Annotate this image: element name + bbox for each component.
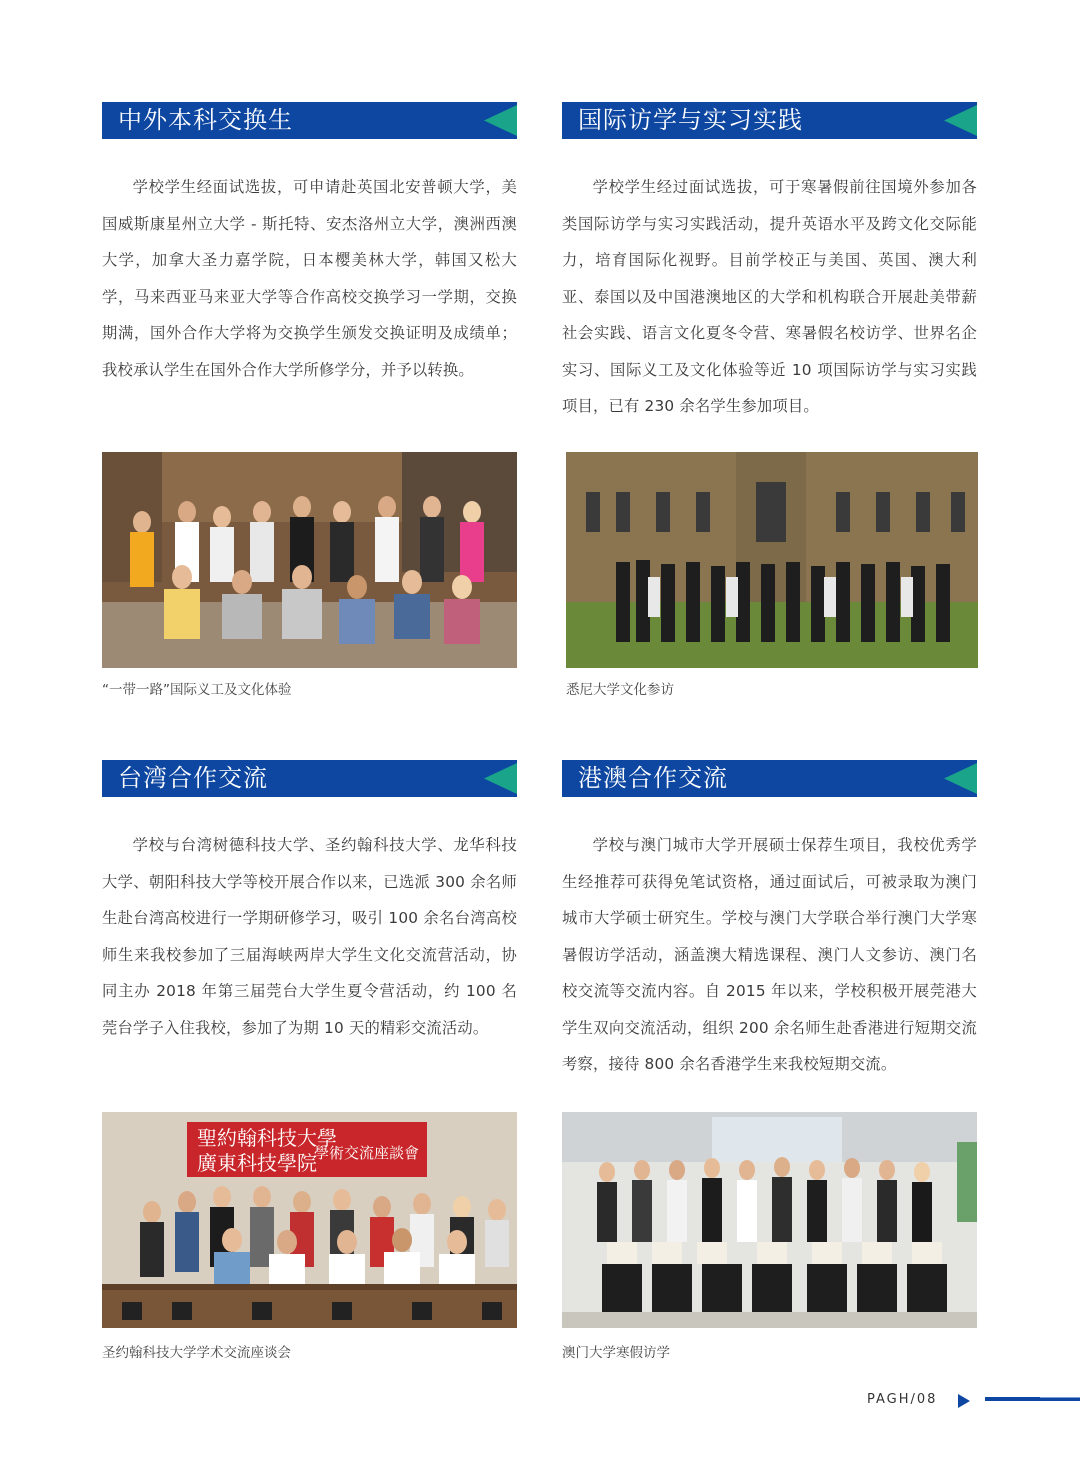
section-exchange <box>102 102 517 388</box>
photo-caption: 圣约翰科技大学学术交流座谈会 <box>102 1345 291 1361</box>
photo-volunteer-group <box>102 452 517 668</box>
play-arrow-icon <box>958 1394 970 1408</box>
triangle-accent-icon <box>484 102 517 139</box>
section-title: 国际访学与实习实践 <box>578 106 803 134</box>
section-body: 学校与澳门城市大学开展硕士保荐生项目，我校优秀学生经推荐可获得免笔试资格，通过面试后，可被录取为澳门城市大学硕士研究生。学校与澳门大学联合举行澳门大学寒暑假访学活动，涵盖澳大精选课程、澳门人文参访、澳门名校交流等交流内容。自 2015 年以来，学校积极开展莞港大学生双向交流活动，组织 200 余名师生赴香港进行短期交流考察，接待 800 余名香港学生来我校短期交流。 <box>562 836 977 1073</box>
banner-line1: 聖約翰科技大學 <box>197 1126 337 1150</box>
photo-caption: 悉尼大学文化参访 <box>566 682 674 698</box>
section-body: 学校学生经面试选拔，可申请赴英国北安普顿大学，美国威斯康星州立大学 - 斯托特、安杰洛州立大学，澳洲西澳大学，加拿大圣力嘉学院，日本樱美林大学，韩国又松大学，马来西亚马来亚大学等合作高校交换学习一学期，交换期满，国外合作大学将为交换学生颁发交换证明及成绩单；我校承认学生在国外合作大学所修学分，并予以转换。 <box>102 178 517 379</box>
section-header <box>102 102 517 139</box>
section-body: 学校与台湾树德科技大学、圣约翰科技大学、龙华科技大学、朝阳科技大学等校开展合作以来，已选派 300 余名师生赴台湾高校进行一学期研修学习，吸引 100 余名台湾高校师生来我校参加了三届海峡两岸大学生文化交流营活动，协同主办 2018 年第三届莞台大学生夏令营活动，约 100 名莞台学子入住我校，参加了为期 10 天的精彩交流活动。 <box>102 836 517 1037</box>
photo-caption: 澳门大学寒假访学 <box>562 1345 670 1361</box>
triangle-accent-icon <box>944 760 977 797</box>
section-title: 港澳合作交流 <box>578 764 728 792</box>
photo-seminar <box>102 1112 517 1328</box>
section-taiwan <box>102 760 517 1046</box>
section-title: 台湾合作交流 <box>118 764 268 792</box>
banner-line2: 廣東科技學院 <box>197 1151 317 1175</box>
section-title: 中外本科交换生 <box>118 106 293 134</box>
triangle-accent-icon <box>944 102 977 139</box>
page-number: PAGH/08 <box>867 1392 938 1407</box>
photo-macau-visit <box>562 1112 977 1328</box>
banner-right: 學術交流座談會 <box>314 1144 420 1162</box>
section-hk-macau <box>562 760 977 1083</box>
triangle-accent-icon <box>484 760 517 797</box>
section-body: 学校学生经过面试选拔，可于寒暑假前往国境外参加各类国际访学与实习实践活动，提升英语水平及跨文化交际能力，培育国际化视野。目前学校正与美国、英国、澳大利亚、泰国以及中国港澳地区的大学和机构联合开展赴美带薪社会实践、语言文化夏冬令营、寒暑假名校访学、世界名企实习、国际义工及文化体验等近 10 项国际访学与实习实践项目，已有 230 余名学生参加项目。 <box>562 178 977 415</box>
section-header <box>102 760 517 797</box>
photo-caption: “一带一路”国际义工及文化体验 <box>102 682 292 698</box>
section-intl-visit <box>562 102 977 425</box>
section-header <box>562 102 977 139</box>
footer-rule-thin <box>1040 1397 1080 1398</box>
section-header <box>562 760 977 797</box>
photo-sydney-university <box>566 452 978 668</box>
